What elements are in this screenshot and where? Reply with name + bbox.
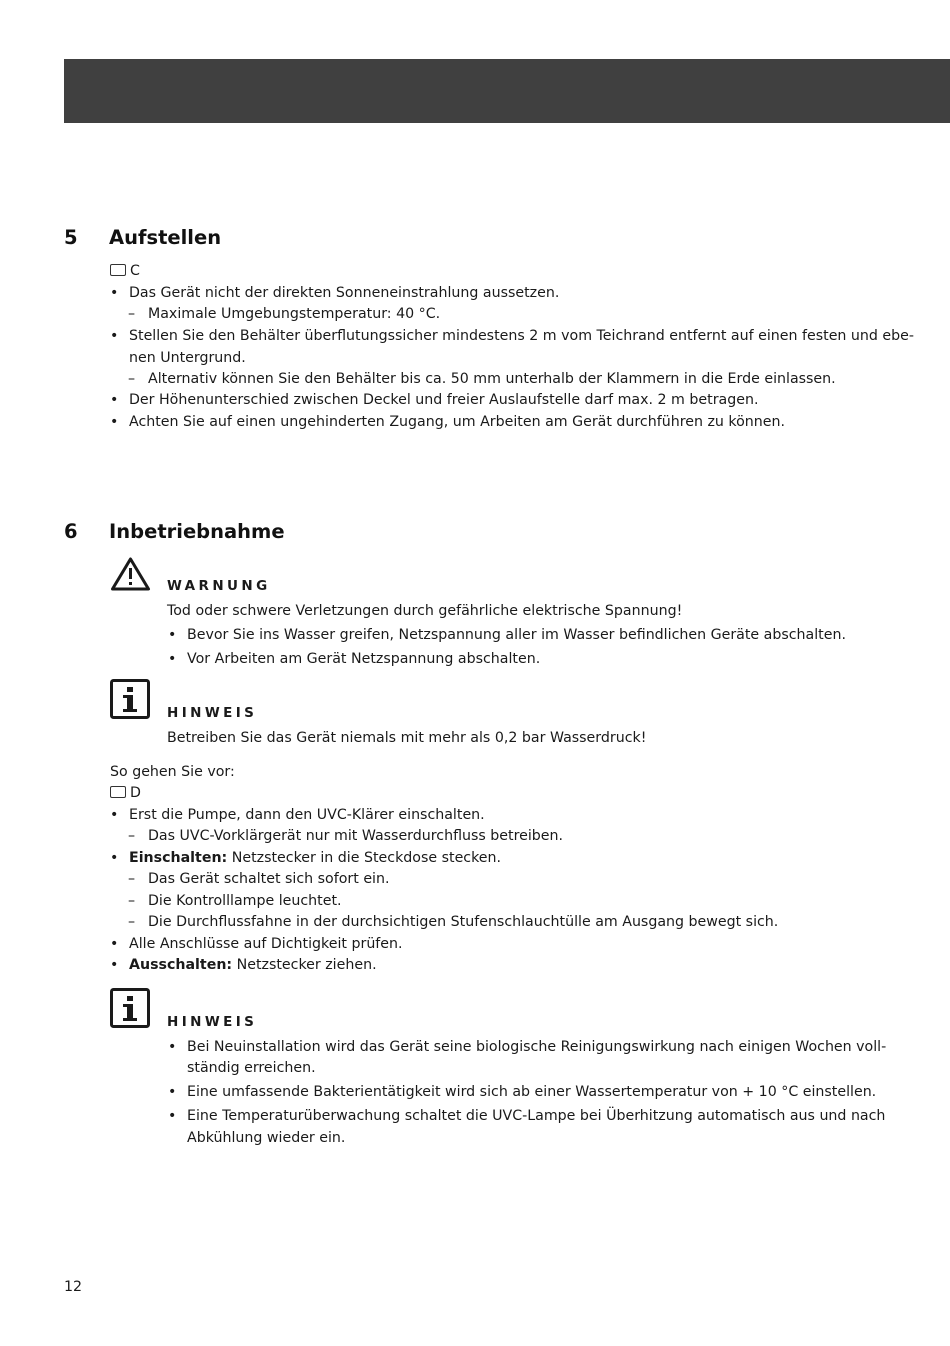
- warning-text: Tod oder schwere Verletzungen durch gefährliche elektrische Spannung!: [167, 603, 683, 619]
- note-label: HINWEIS: [167, 1014, 258, 1030]
- list-item: Stellen Sie den Behälter überflutungssicher mindestens 2 m vom Teichrand entfernt auf einen festen und ebe-: [129, 328, 915, 344]
- step-item: Ausschalten: Netzstecker ziehen.: [129, 957, 377, 973]
- section-6-number: 6: [64, 520, 78, 543]
- sub-step-item: Die Durchflussfahne in der durchsichtigen Stufenschlauchtülle am Ausgang bewegt sich.: [148, 914, 779, 930]
- figure-icon: [110, 264, 126, 276]
- note-label: HINWEIS: [167, 705, 258, 721]
- bullet-icon: •: [110, 957, 119, 973]
- note-text: Betreiben Sie das Gerät niemals mit mehr als 0,2 bar Wasserdruck!: [167, 730, 647, 746]
- note-item: Bei Neuinstallation wird das Gerät seine biologische Reinigungswirkung nach einigen Wochen voll-: [187, 1039, 887, 1055]
- step-item: Erst die Pumpe, dann den UVC-Klärer einschalten.: [129, 807, 485, 823]
- list-item: Achten Sie auf einen ungehinderten Zugang, um Arbeiten am Gerät durchführen zu können.: [129, 414, 786, 430]
- bullet-icon: •: [110, 850, 119, 866]
- warning-item: Vor Arbeiten am Gerät Netzspannung abschalten.: [187, 651, 541, 667]
- warning-item: Bevor Sie ins Wasser greifen, Netzspannung aller im Wasser befindlichen Geräte abschalten.: [187, 627, 846, 643]
- bullet-icon: •: [110, 328, 119, 344]
- note-item: Eine Temperaturüberwachung schaltet die UVC-Lampe bei Überhitzung automatisch aus und nach: [187, 1108, 886, 1124]
- bullet-icon: •: [168, 1108, 177, 1124]
- sub-step-item: Das UVC-Vorklärgerät nur mit Wasserdurchfluss betreiben.: [148, 828, 564, 844]
- dash-icon: –: [128, 893, 136, 909]
- sub-list-item: Alternativ können Sie den Behälter bis ca. 50 mm unterhalb der Klammern in die Erde einlassen.: [148, 371, 836, 387]
- list-item: Der Höhenunterschied zwischen Deckel und freier Auslaufstelle darf max. 2 m betragen.: [129, 392, 759, 408]
- sub-step-item: Das Gerät schaltet sich sofort ein.: [148, 871, 390, 887]
- page-number: 12: [64, 1279, 83, 1295]
- bullet-icon: •: [110, 392, 119, 408]
- figure-ref-d: D: [110, 784, 141, 802]
- bullet-icon: •: [110, 936, 119, 952]
- bullet-icon: •: [110, 285, 119, 301]
- dash-icon: –: [128, 371, 136, 387]
- info-icon: [110, 988, 150, 1028]
- dash-icon: –: [128, 871, 136, 887]
- instructions-intro: So gehen Sie vor:: [110, 764, 235, 780]
- info-icon: [110, 679, 150, 719]
- step-item: Einschalten: Netzstecker in die Steckdose stecken.: [129, 850, 502, 866]
- section-5-title: Aufstellen: [109, 226, 222, 249]
- dash-icon: –: [128, 914, 136, 930]
- bullet-icon: •: [168, 1039, 177, 1055]
- figure-icon: [110, 786, 126, 798]
- bullet-icon: •: [168, 651, 177, 667]
- section-6-title: Inbetriebnahme: [109, 520, 285, 543]
- list-item: Das Gerät nicht der direkten Sonneneinstrahlung aussetzen.: [129, 285, 560, 301]
- list-item-continued: nen Untergrund.: [129, 350, 246, 366]
- warning-label: WARNUNG: [167, 578, 271, 594]
- bullet-icon: •: [110, 414, 119, 430]
- warning-icon: [110, 556, 151, 592]
- note-item-continued: ständig erreichen.: [187, 1060, 316, 1076]
- step-label-einschalten: Einschalten:: [129, 850, 228, 866]
- step-item: Alle Anschlüsse auf Dichtigkeit prüfen.: [129, 936, 403, 952]
- bullet-icon: •: [110, 807, 119, 823]
- sub-list-item: Maximale Umgebungstemperatur: 40 °C.: [148, 306, 441, 322]
- step-label-ausschalten: Ausschalten:: [129, 957, 233, 973]
- section-5-number: 5: [64, 226, 78, 249]
- dash-icon: –: [128, 828, 136, 844]
- bullet-icon: •: [168, 1084, 177, 1100]
- note-item: Eine umfassende Bakterientätigkeit wird sich ab einer Wassertemperatur von + 10 °C einstellen.: [187, 1084, 877, 1100]
- figure-ref-c: C: [110, 262, 140, 280]
- header-bar: [64, 59, 950, 123]
- dash-icon: –: [128, 306, 136, 322]
- bullet-icon: •: [168, 627, 177, 643]
- sub-step-item: Die Kontrolllampe leuchtet.: [148, 893, 342, 909]
- note-item-continued: Abkühlung wieder ein.: [187, 1130, 346, 1146]
